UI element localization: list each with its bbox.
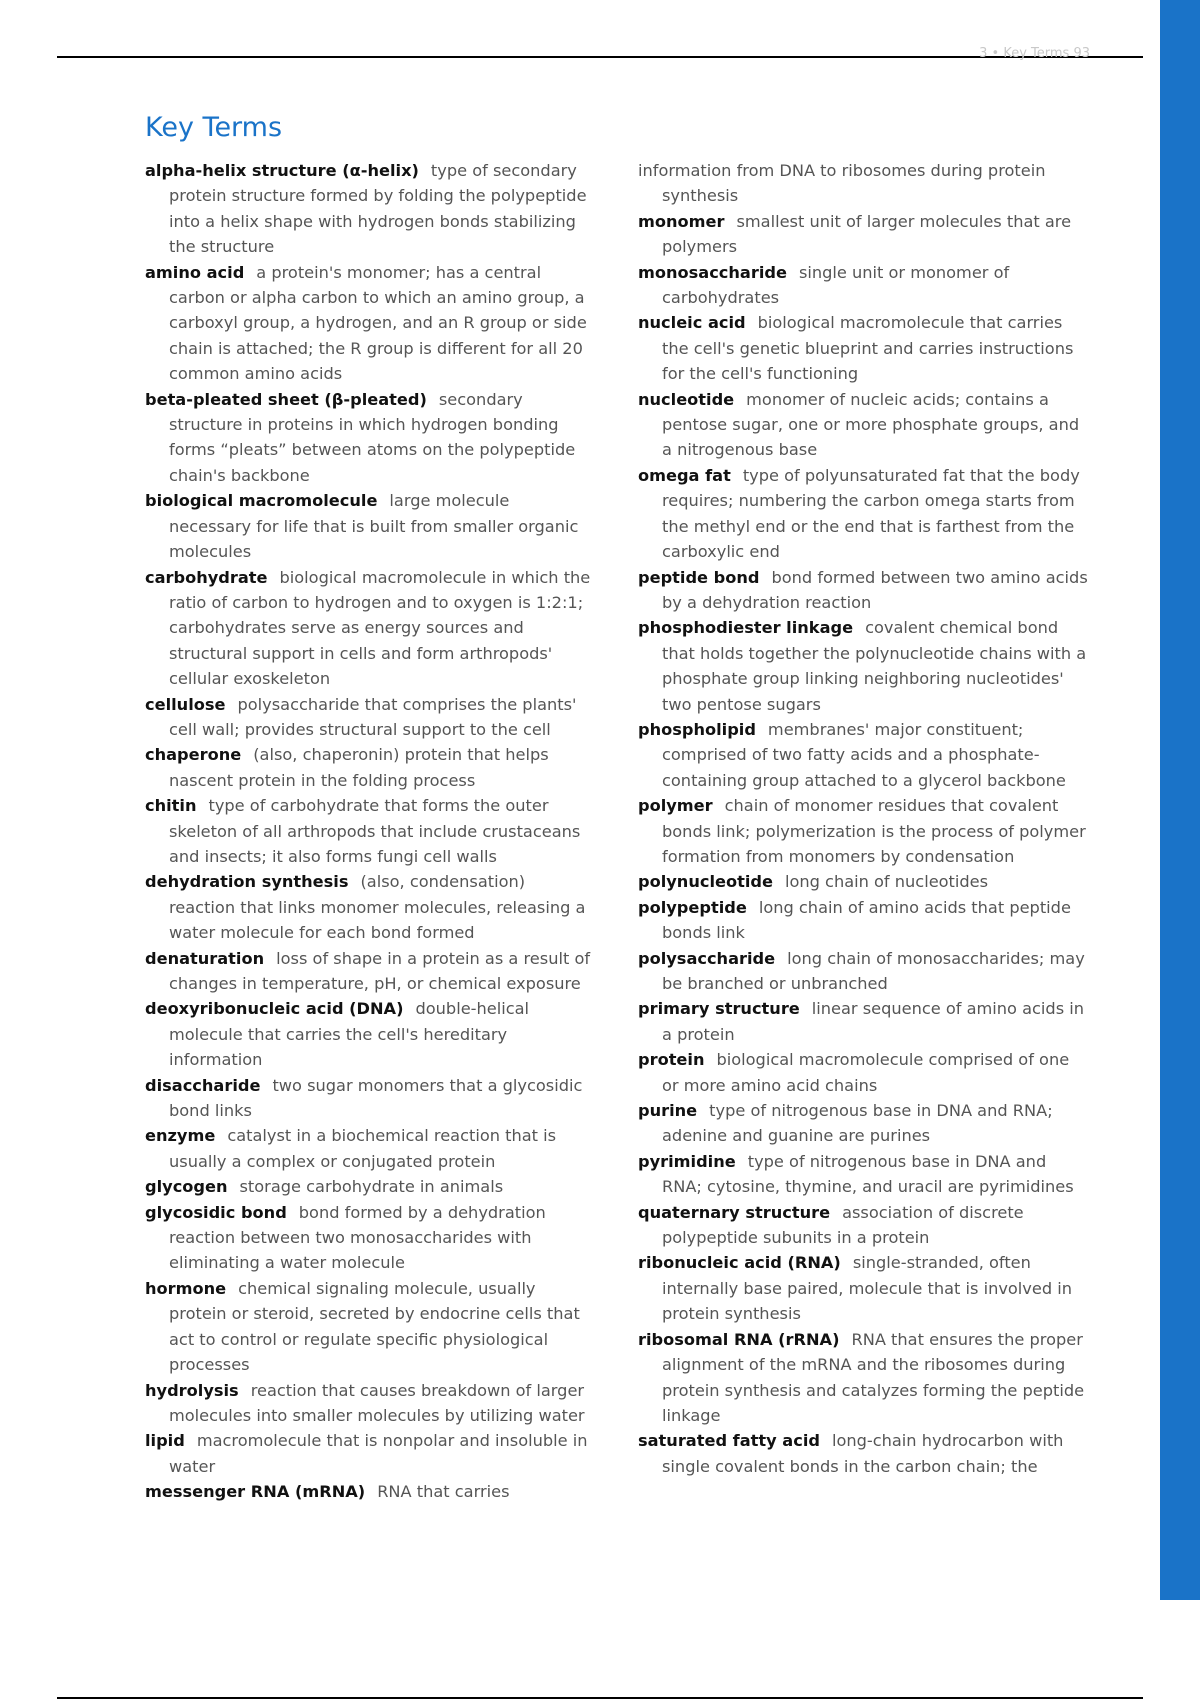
glossary-entry xyxy=(145,158,593,260)
glossary-definition: bond formed between two amino acids by a dehydration reaction xyxy=(662,567,1088,612)
glossary-term: polysaccharide xyxy=(638,948,776,968)
glossary-entry xyxy=(638,1098,1090,1149)
glossary-entry xyxy=(145,488,593,564)
glossary-entry xyxy=(638,895,1090,946)
glossary-definition: chain of monomer residues that covalent bonds link; polymerization is the process of polymer formation from monomers by condensation xyxy=(662,796,1086,866)
glossary-term: phospholipid xyxy=(638,719,756,739)
glossary-definition: membranes' major constituent; comprised of two fatty acids and a phosphate-containing group attached to a glycerol backbone xyxy=(662,719,1066,790)
glossary-term: messenger RNA (mRNA) xyxy=(145,1482,366,1502)
glossary-term: omega fat xyxy=(638,465,731,485)
bottom-rule xyxy=(57,1697,1143,1699)
glossary-definition: single-stranded, often internally base paired, molecule that is involved in protein synthesis xyxy=(662,1253,1073,1324)
glossary-entry xyxy=(638,387,1090,463)
glossary-entry xyxy=(145,996,593,1072)
glossary-definition: type of secondary protein structure formed by folding the polypeptide into a helix shape with hydrogen bonds stabilizing the structure xyxy=(169,161,587,257)
glossary-term: amino acid xyxy=(145,262,245,282)
glossary-term: glycogen xyxy=(145,1177,228,1197)
glossary-definition: a protein's monomer; has a central carbon or alpha carbon to which an amino group, a carboxyl group, a hydrogen, and an R group or side chain is attached; the R group is different for all 20 common amino acids xyxy=(169,262,587,384)
glossary-term: dehydration synthesis xyxy=(145,872,349,892)
glossary-entry xyxy=(145,1428,593,1479)
glossary-definition: single unit or monomer of carbohydrates xyxy=(662,262,1010,308)
side-accent-bar xyxy=(1160,0,1200,1600)
glossary-term: denaturation xyxy=(145,948,265,968)
glossary-definition: macromolecule that is nonpolar and insoluble in water xyxy=(169,1431,588,1476)
glossary-definition: loss of shape in a protein as a result of changes in temperature, pH, or chemical exposure xyxy=(169,948,591,993)
glossary-term: monomer xyxy=(638,211,725,231)
glossary-term: monosaccharide xyxy=(638,262,787,282)
glossary-term: pyrimidine xyxy=(638,1151,736,1171)
glossary-definition: polysaccharide that comprises the plants' cell wall; provides structural support to the cell xyxy=(169,694,577,739)
glossary-left-column xyxy=(145,158,593,1505)
glossary-term: ribosomal RNA (rRNA) xyxy=(638,1329,840,1349)
glossary-definition: smallest unit of larger molecules that are polymers xyxy=(662,211,1072,257)
glossary-entry xyxy=(638,158,1090,209)
glossary-entry xyxy=(145,1123,593,1174)
glossary-definition: biological macromolecule in which the ratio of carbon to hydrogen and to oxygen is 1:2:1; carbohydrates serve as energy sources and structural support in cells and form arthropods' cellular exoskeleton xyxy=(169,567,591,689)
glossary-entry xyxy=(145,946,593,997)
glossary-entry xyxy=(145,692,593,743)
glossary-definition: catalyst in a biochemical reaction that is usually a complex or conjugated protein xyxy=(169,1126,557,1171)
glossary-term: polymer xyxy=(638,796,713,816)
glossary-term: carbohydrate xyxy=(145,567,268,587)
glossary-definition: long chain of monosaccharides; may be branched or unbranched xyxy=(662,948,1085,993)
glossary-entry xyxy=(638,946,1090,997)
glossary-term: polypeptide xyxy=(638,897,747,917)
glossary-entry xyxy=(638,1428,1090,1479)
glossary-entry xyxy=(638,1250,1090,1326)
glossary-term: quaternary structure xyxy=(638,1202,831,1222)
glossary-definition: double-helical molecule that carries the cell's hereditary information xyxy=(169,999,530,1070)
glossary-definition: two sugar monomers that a glycosidic bond links xyxy=(169,1075,583,1121)
glossary-entry xyxy=(638,310,1090,386)
glossary-definition: secondary structure in proteins in which hydrogen bonding forms “pleats” between atoms on the polypeptide chain's backbone xyxy=(169,389,576,485)
page-title: Key Terms xyxy=(145,112,283,143)
glossary-definition: long chain of nucleotides xyxy=(784,872,989,892)
glossary-entry xyxy=(145,387,593,489)
glossary-definition: monomer of nucleic acids; contains a pentose sugar, one or more phosphate groups, and a nitrogenous base xyxy=(662,389,1080,460)
glossary-term: nucleic acid xyxy=(638,313,746,333)
glossary-definition: RNA that carries xyxy=(377,1482,510,1502)
glossary-term: enzyme xyxy=(145,1126,216,1146)
glossary-definition: type of nitrogenous base in DNA and RNA; cytosine, thymine, and uracil are pyrimidines xyxy=(662,1151,1074,1197)
glossary-entry xyxy=(145,1174,593,1199)
glossary-definition: long-chain hydrocarbon with single covalent bonds in the carbon chain; the xyxy=(662,1431,1064,1476)
glossary-entry xyxy=(145,793,593,869)
glossary-entry xyxy=(145,260,593,387)
glossary-entry xyxy=(145,869,593,945)
glossary-definition: bond formed by a dehydration reaction between two monosaccharides with eliminating a water molecule xyxy=(169,1202,546,1273)
glossary-entry xyxy=(145,1378,593,1429)
glossary-definition: RNA that ensures the proper alignment of the mRNA and the ribosomes during protein synthesis and catalyzes forming the peptide linkage xyxy=(662,1329,1085,1425)
glossary-definition: association of discrete polypeptide subunits in a protein xyxy=(662,1202,1024,1248)
glossary-right-column xyxy=(638,158,1090,1479)
glossary-entry xyxy=(145,565,593,692)
glossary-entry xyxy=(638,1047,1090,1098)
glossary-definition: type of carbohydrate that forms the outer skeleton of all arthropods that include crustaceans and insects; it also forms fungi cell walls xyxy=(169,796,581,866)
glossary-definition: biological macromolecule that carries the cell's genetic blueprint and carries instructions for the cell's functioning xyxy=(662,313,1074,384)
glossary-definition: covalent chemical bond that holds together the polynucleotide chains with a phosphate group linking neighboring nucleotides' two pentose sugars xyxy=(662,618,1087,714)
glossary-entry xyxy=(638,1149,1090,1200)
glossary-term: hormone xyxy=(145,1278,227,1298)
glossary-term: polynucleotide xyxy=(638,872,773,892)
glossary-term: chaperone xyxy=(145,745,242,765)
glossary-term: peptide bond xyxy=(638,567,760,587)
glossary-entry xyxy=(638,869,1090,894)
glossary-entry xyxy=(638,260,1090,311)
glossary-entry xyxy=(638,793,1090,869)
glossary-definition: long chain of amino acids that peptide bonds link xyxy=(662,897,1071,943)
glossary-term: nucleotide xyxy=(638,389,735,409)
glossary-term: lipid xyxy=(145,1431,185,1451)
glossary-definition: (also, chaperonin) protein that helps nascent protein in the folding process xyxy=(169,745,549,790)
glossary-entry xyxy=(638,996,1090,1047)
glossary-term: phosphodiester linkage xyxy=(638,618,854,638)
glossary-term: primary structure xyxy=(638,999,800,1019)
glossary-term: cellulose xyxy=(145,694,226,714)
glossary-definition: type of nitrogenous base in DNA and RNA; adenine and guanine are purines xyxy=(662,1101,1053,1146)
glossary-definition: type of polyunsaturated fat that the body requires; numbering the carbon omega starts from the methyl end or the end that is farthest from the carboxylic end xyxy=(662,465,1080,562)
glossary-term: beta-pleated sheet (β-pleated) xyxy=(145,389,427,409)
glossary-entry xyxy=(145,1276,593,1378)
glossary-term: chitin xyxy=(145,796,197,816)
glossary-term: biological macromolecule xyxy=(145,491,378,511)
glossary-term: deoxyribonucleic acid (DNA) xyxy=(145,999,404,1019)
running-head: 3 • Key Terms 93 xyxy=(979,46,1090,61)
glossary-entry xyxy=(145,1479,593,1504)
glossary-term: hydrolysis xyxy=(145,1380,239,1400)
glossary-definition: linear sequence of amino acids in a protein xyxy=(662,999,1085,1044)
glossary-term: saturated fatty acid xyxy=(638,1431,820,1451)
glossary-definition: biological macromolecule comprised of one or more amino acid chains xyxy=(662,1050,1070,1095)
glossary-entry xyxy=(145,742,593,793)
glossary-term: purine xyxy=(638,1101,698,1121)
glossary-entry xyxy=(638,1327,1090,1429)
glossary-definition: reaction that causes breakdown of larger molecules into smaller molecules by utilizing water xyxy=(169,1380,585,1425)
glossary-term: protein xyxy=(638,1050,705,1070)
glossary-entry xyxy=(638,209,1090,260)
glossary-entry xyxy=(638,717,1090,793)
glossary-term: alpha-helix structure (α-helix) xyxy=(145,161,419,180)
glossary-term: disaccharide xyxy=(145,1075,261,1095)
glossary-entry xyxy=(638,565,1090,616)
glossary-entry xyxy=(638,1200,1090,1251)
glossary-definition: large molecule necessary for life that is built from smaller organic molecules xyxy=(169,491,579,562)
glossary-definition: (also, condensation) reaction that links monomer molecules, releasing a water molecule for each bond formed xyxy=(169,872,586,943)
glossary-entry xyxy=(145,1073,593,1124)
glossary-term: ribonucleic acid (RNA) xyxy=(638,1253,841,1273)
glossary-entry xyxy=(145,1200,593,1276)
glossary-entry xyxy=(638,463,1090,565)
glossary-definition: information from DNA to ribosomes during protein synthesis xyxy=(638,161,1046,206)
glossary-term: glycosidic bond xyxy=(145,1202,287,1222)
glossary-definition: chemical signaling molecule, usually protein or steroid, secreted by endocrine cells that act to control or regulate specific physiological processes xyxy=(169,1278,580,1375)
glossary-entry xyxy=(638,615,1090,717)
glossary-definition: storage carbohydrate in animals xyxy=(239,1177,504,1197)
